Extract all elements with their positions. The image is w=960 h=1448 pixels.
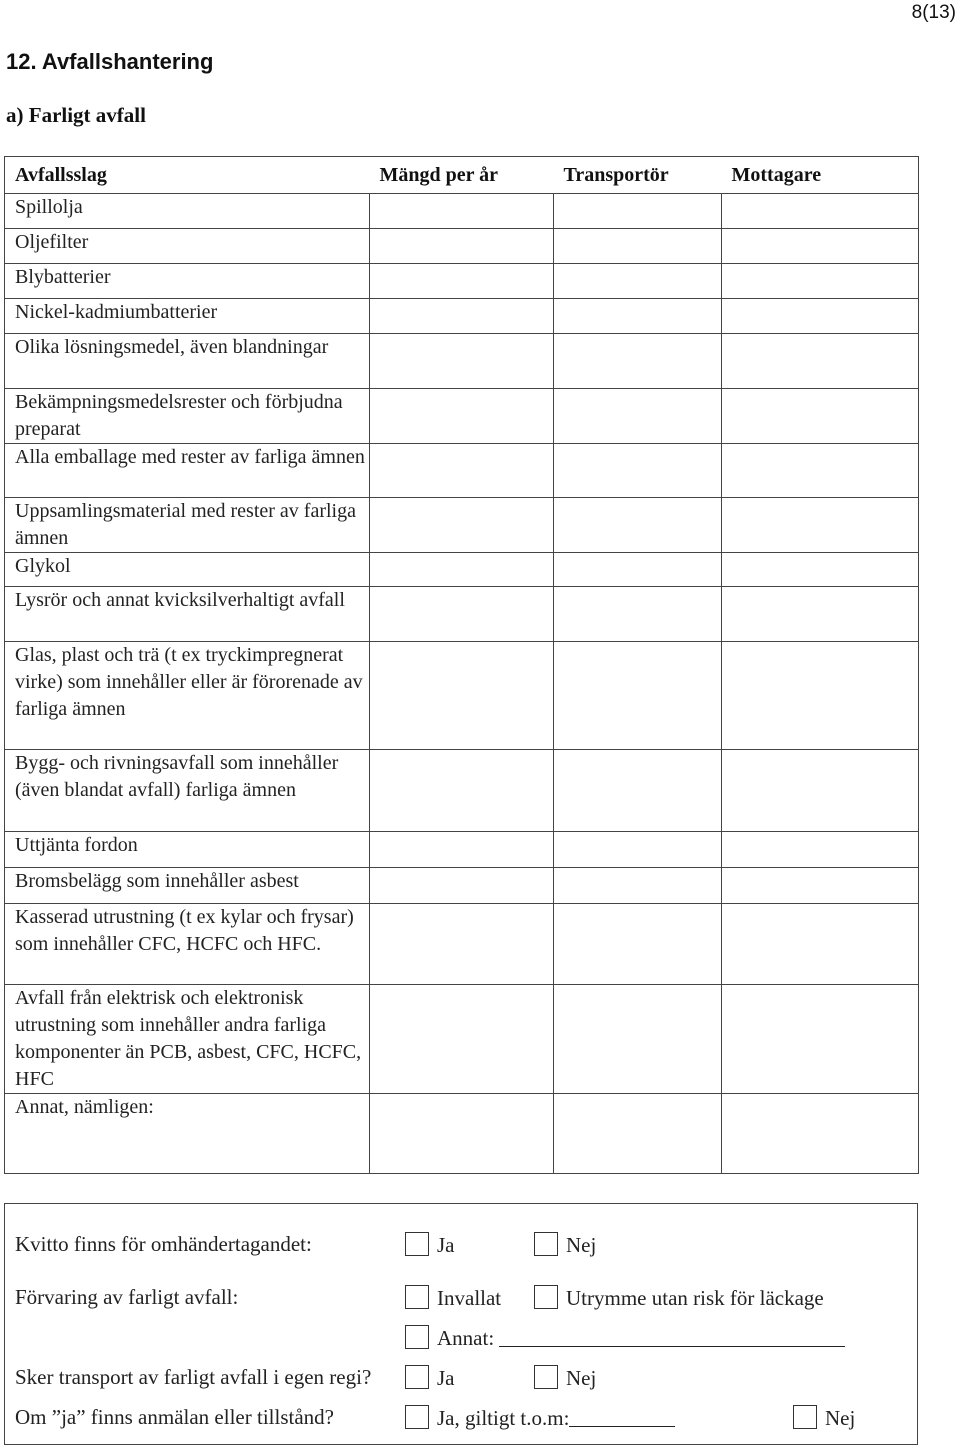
recipient-cell[interactable] [722,1094,919,1174]
table-row [5,868,919,904]
waste-type-cell: Lysrör och annat kvicksilverhaltigt avfall [5,587,370,642]
checkbox[interactable] [405,1365,429,1389]
amount-cell[interactable] [370,264,554,299]
table-row [5,587,919,642]
transporter-cell[interactable] [554,553,722,587]
waste-type-cell: Glas, plast och trä (t ex tryckimpregnerat virke) som innehåller eller är förorenade av farliga ämnen [5,642,370,750]
permit-date-input-line[interactable] [569,1426,675,1427]
amount-cell[interactable] [370,587,554,642]
table-header-row [5,157,919,194]
page-number: 8(13) [911,2,956,23]
recipient-cell[interactable] [722,985,919,1094]
storage-room-option[interactable] [534,1285,824,1311]
waste-type-cell: Olika lösningsmedel, även blandningar [5,334,370,389]
permit-yes-label: Ja, giltigt t.o.m: [437,1406,570,1430]
checkbox[interactable] [793,1405,817,1429]
recipient-cell[interactable] [722,904,919,985]
table-row [5,299,919,334]
table-row [5,229,919,264]
recipient-cell[interactable] [722,498,919,553]
subsection-title: a) Farligt avfall [6,103,146,127]
waste-type-cell: Kasserad utrustning (t ex kylar och frysar) som innehåller CFC, HCFC och HFC. [5,904,370,985]
transporter-cell[interactable] [554,229,722,264]
waste-type-cell: Nickel-kadmiumbatterier [5,299,370,334]
amount-cell[interactable] [370,832,554,868]
recipient-cell[interactable] [722,194,919,229]
table-row [5,642,919,750]
waste-type-cell: Oljefilter [5,229,370,264]
transporter-cell[interactable] [554,985,722,1094]
amount-cell[interactable] [370,229,554,264]
table-row [5,334,919,389]
transporter-cell[interactable] [554,498,722,553]
amount-cell[interactable] [370,1094,554,1174]
waste-type-cell: Bekämpningsmedelsrester och förbjudna preparat [5,389,370,444]
recipient-cell[interactable] [722,553,919,587]
waste-type-cell: Glykol [5,553,370,587]
amount-cell[interactable] [370,194,554,229]
header-transporter: Transportör [554,157,722,194]
transporter-cell[interactable] [554,1094,722,1174]
transport-no-option[interactable] [534,1365,596,1391]
amount-cell[interactable] [370,750,554,832]
hazardous-waste-form [4,1203,918,1445]
recipient-cell[interactable] [722,299,919,334]
transporter-cell[interactable] [554,389,722,444]
table-row [5,444,919,498]
amount-cell[interactable] [370,299,554,334]
storage-label: Förvaring av farligt avfall: [15,1285,239,1309]
header-amount-per-year: Mängd per år [370,157,554,194]
transporter-cell[interactable] [554,299,722,334]
receipt-label: Kvitto finns för omhändertagandet: [15,1232,312,1256]
waste-type-cell: Bromsbelägg som innehåller asbest [5,868,370,904]
recipient-cell[interactable] [722,389,919,444]
receipt-no-label: Nej [566,1233,597,1257]
receipt-yes-option[interactable] [405,1232,455,1258]
checkbox[interactable] [405,1285,429,1309]
checkbox[interactable] [534,1365,558,1389]
receipt-no-option[interactable] [534,1232,596,1258]
recipient-cell[interactable] [722,868,919,904]
permit-yes-option[interactable] [405,1405,675,1431]
table-row [5,750,919,832]
permit-label: Om ”ja” finns anmälan eller tillstånd? [15,1405,334,1429]
permit-no-label: Nej [825,1406,856,1430]
transporter-cell[interactable] [554,194,722,229]
transporter-cell[interactable] [554,868,722,904]
header-recipient: Mottagare [722,157,919,194]
waste-type-cell: Avfall från elektrisk och elektronisk utrustning som innehåller andra farliga komponenter än PCB, asbest, CFC, HCFC, HFC [5,985,370,1094]
table-row [5,498,919,553]
section-title: 12. Avfallshantering [6,49,214,74]
amount-cell[interactable] [370,904,554,985]
recipient-cell[interactable] [722,229,919,264]
header-waste-type: Avfallsslag [5,157,370,194]
storage-other-label: Annat: [437,1326,495,1350]
table-row [5,194,919,229]
amount-cell[interactable] [370,389,554,444]
recipient-cell[interactable] [722,832,919,868]
transport-yes-option[interactable] [405,1365,455,1391]
table-row [5,904,919,985]
waste-type-cell: Annat, nämligen: [5,1094,370,1174]
transporter-cell[interactable] [554,642,722,750]
transport-no-label: Nej [566,1366,597,1390]
transporter-cell[interactable] [554,750,722,832]
permit-no-option[interactable] [793,1405,855,1431]
amount-cell[interactable] [370,642,554,750]
checkbox[interactable] [405,1232,429,1256]
transporter-cell[interactable] [554,444,722,498]
transporter-cell[interactable] [554,904,722,985]
table-row [5,553,919,587]
amount-cell[interactable] [370,444,554,498]
amount-cell[interactable] [370,868,554,904]
amount-cell[interactable] [370,553,554,587]
waste-type-cell: Uppsamlingsmaterial med rester av farliga ämnen [5,498,370,553]
storage-indoor-option[interactable] [405,1285,501,1311]
amount-cell[interactable] [370,985,554,1094]
checkbox[interactable] [534,1232,558,1256]
waste-type-cell: Spillolja [5,194,370,229]
storage-room-label: Utrymme utan risk för läckage [566,1286,824,1310]
recipient-cell[interactable] [722,642,919,750]
table-row [5,389,919,444]
recipient-cell[interactable] [722,444,919,498]
transporter-cell[interactable] [554,334,722,389]
checkbox[interactable] [405,1325,429,1349]
recipient-cell[interactable] [722,264,919,299]
checkbox[interactable] [534,1285,558,1309]
waste-type-cell: Alla emballage med rester av farliga ämnen [5,444,370,498]
transporter-cell[interactable] [554,264,722,299]
recipient-cell[interactable] [722,587,919,642]
storage-other-option[interactable] [405,1325,845,1351]
recipient-cell[interactable] [722,750,919,832]
transporter-cell[interactable] [554,832,722,868]
table-row [5,264,919,299]
storage-other-input-line[interactable] [499,1346,845,1347]
table-row [5,1094,919,1174]
recipient-cell[interactable] [722,334,919,389]
amount-cell[interactable] [370,334,554,389]
storage-indoor-label: Invallat [437,1286,502,1310]
receipt-yes-label: Ja [437,1233,455,1257]
transport-yes-label: Ja [437,1366,455,1390]
table-row [5,985,919,1094]
waste-type-cell: Bygg- och rivningsavfall som innehåller (även blandat avfall) farliga ämnen [5,750,370,832]
waste-type-cell: Blybatterier [5,264,370,299]
hazardous-waste-table [4,156,919,1174]
table-row [5,832,919,868]
checkbox[interactable] [405,1405,429,1429]
waste-type-cell: Uttjänta fordon [5,832,370,868]
transporter-cell[interactable] [554,587,722,642]
amount-cell[interactable] [370,498,554,553]
transport-label: Sker transport av farligt avfall i egen regi? [15,1365,372,1389]
